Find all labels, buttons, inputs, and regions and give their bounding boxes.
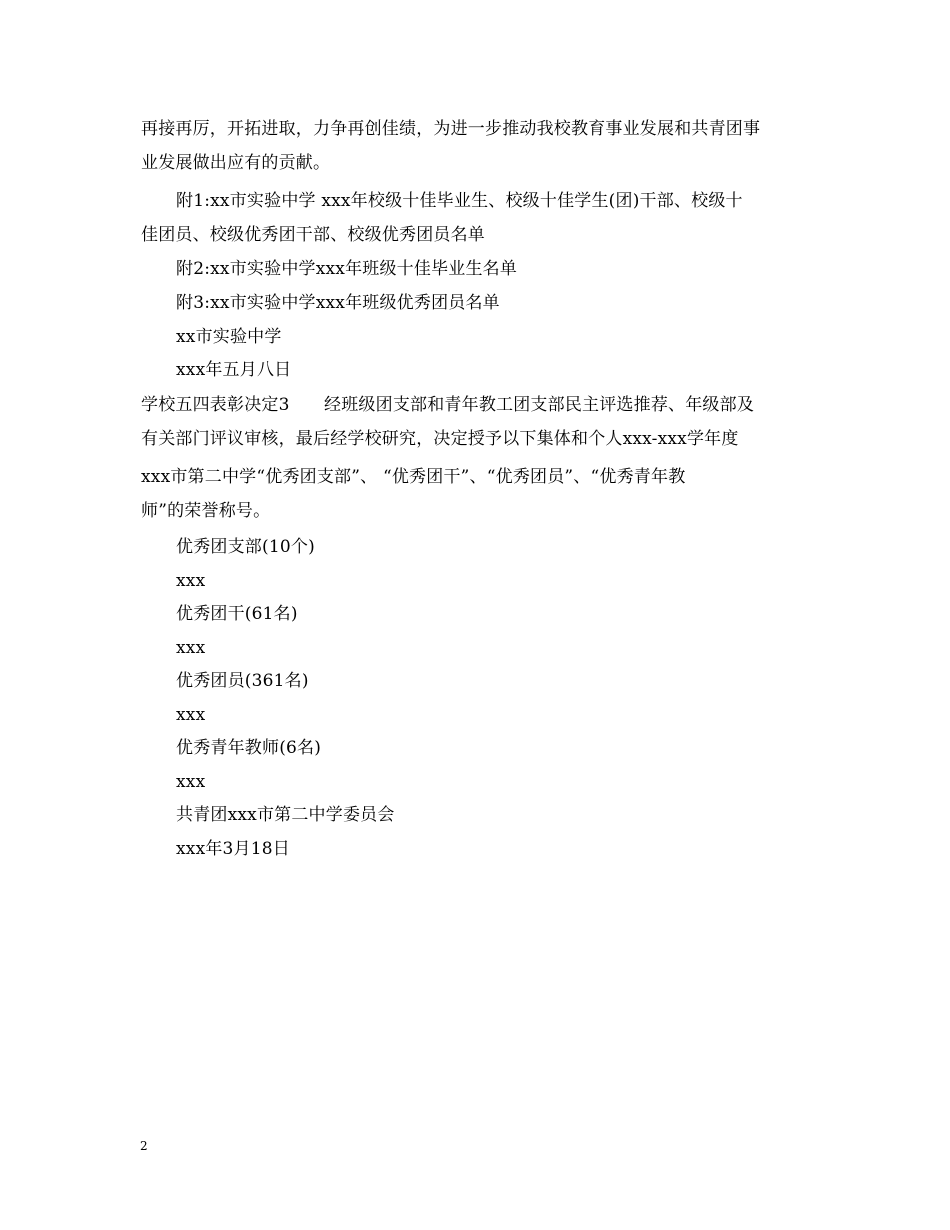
- award-placeholder: xxx: [176, 571, 206, 591]
- award-category: 优秀团干(61名): [176, 604, 298, 624]
- award-placeholder: xxx: [176, 772, 206, 792]
- appendix-1-continuation: 佳团员、校级优秀团干部、校级优秀团员名单: [141, 225, 485, 245]
- award-category: 优秀团员(361名): [176, 671, 309, 691]
- paragraph-line: 师”的荣誉称号。: [141, 501, 271, 521]
- page-number: 2: [140, 1139, 148, 1153]
- paragraph-line: xxx市第二中学“优秀团支部”、 “优秀团干”、“优秀团员”、“优秀青年教: [141, 467, 686, 487]
- appendix-2-line: 附2:xx市实验中学xxx年班级十佳毕业生名单: [176, 259, 518, 279]
- signature-school: xx市实验中学: [176, 327, 282, 347]
- paragraph-line: 再接再厉，开拓进取，力争再创佳绩，为进一步推动我校教育事业发展和共青团事: [141, 119, 761, 139]
- award-placeholder: xxx: [176, 638, 206, 658]
- signature-date: xxx年五月八日: [176, 360, 292, 380]
- paragraph-line: 有关部门评议审核，最后经学校研究，决定授予以下集体和个人xxx-xxx学年度: [141, 429, 739, 449]
- signature-committee: 共青团xxx市第二中学委员会: [176, 805, 395, 825]
- award-category: 优秀团支部(10个): [176, 537, 315, 557]
- paragraph-line: 业发展做出应有的贡献。: [141, 153, 331, 173]
- award-category: 优秀青年教师(6名): [176, 738, 322, 758]
- section-heading-line: 学校五四表彰决定3 经班级团支部和青年教工团支部民主评选推荐、年级部及: [141, 395, 755, 415]
- appendix-3-line: 附3:xx市实验中学xxx年班级优秀团员名单: [176, 293, 500, 313]
- appendix-1-line: 附1:xx市实验中学 xxx年校级十佳毕业生、校级十佳学生(团)干部、校级十: [176, 191, 743, 211]
- award-placeholder: xxx: [176, 705, 206, 725]
- signature-date: xxx年3月18日: [176, 839, 291, 859]
